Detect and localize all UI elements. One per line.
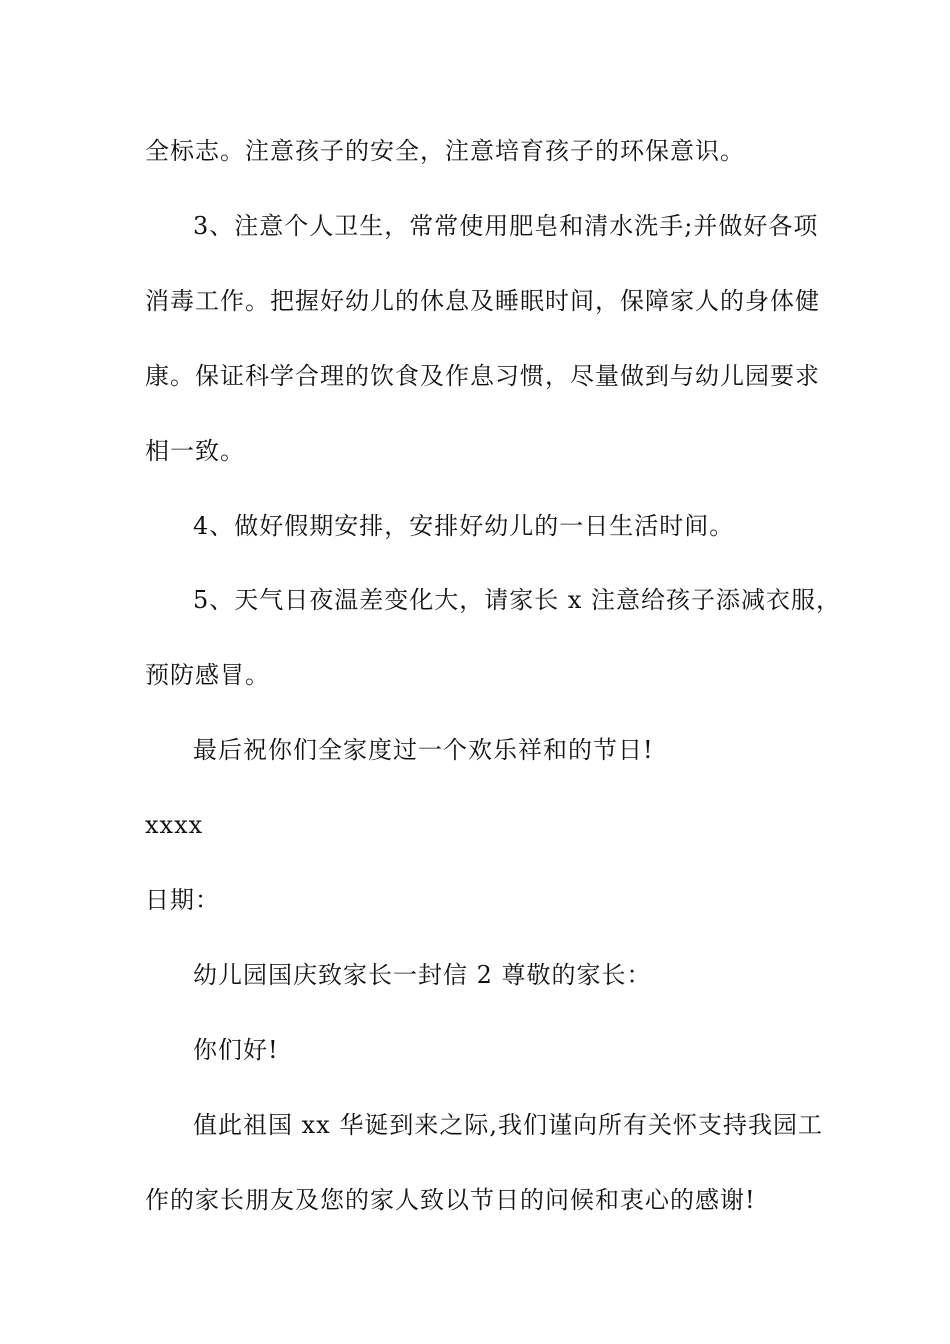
date-line: 日期： (145, 886, 220, 914)
paragraph-line: 相一致。 (145, 437, 245, 465)
paragraph-line: 5、天气日夜温差变化大，请家长 x 注意给孩子添减衣服， (193, 586, 842, 614)
paragraph-line: 康。保证科学合理的饮食及作息习惯，尽量做到与幼儿园要求 (145, 362, 820, 390)
paragraph-line: 作的家长朋友及您的家人致以节日的问候和衷心的感谢! (145, 1186, 756, 1214)
paragraph-line: 预防感冒。 (145, 661, 270, 689)
greeting-line: 你们好! (193, 1036, 279, 1064)
paragraph-line: 值此祖国 xx 华诞到来之际,我们谨向所有关怀支持我园工 (193, 1111, 823, 1139)
paragraph-line: 最后祝你们全家度过一个欢乐祥和的节日! (193, 736, 654, 764)
paragraph-line: 3、注意个人卫生，常常使用肥皂和清水洗手;并做好各项 (193, 212, 819, 240)
paragraph-line: 消毒工作。把握好幼儿的休息及睡眠时间，保障家人的身体健 (145, 287, 820, 315)
paragraph-line: 4、做好假期安排，安排好幼儿的一日生活时间。 (193, 512, 735, 540)
paragraph-line: 全标志。注意孩子的安全，注意培育孩子的环保意识。 (145, 137, 745, 165)
letter-heading-line: 幼儿园国庆致家长一封信 2 尊敬的家长： (193, 961, 652, 989)
signature-line: xxxx (145, 811, 204, 839)
